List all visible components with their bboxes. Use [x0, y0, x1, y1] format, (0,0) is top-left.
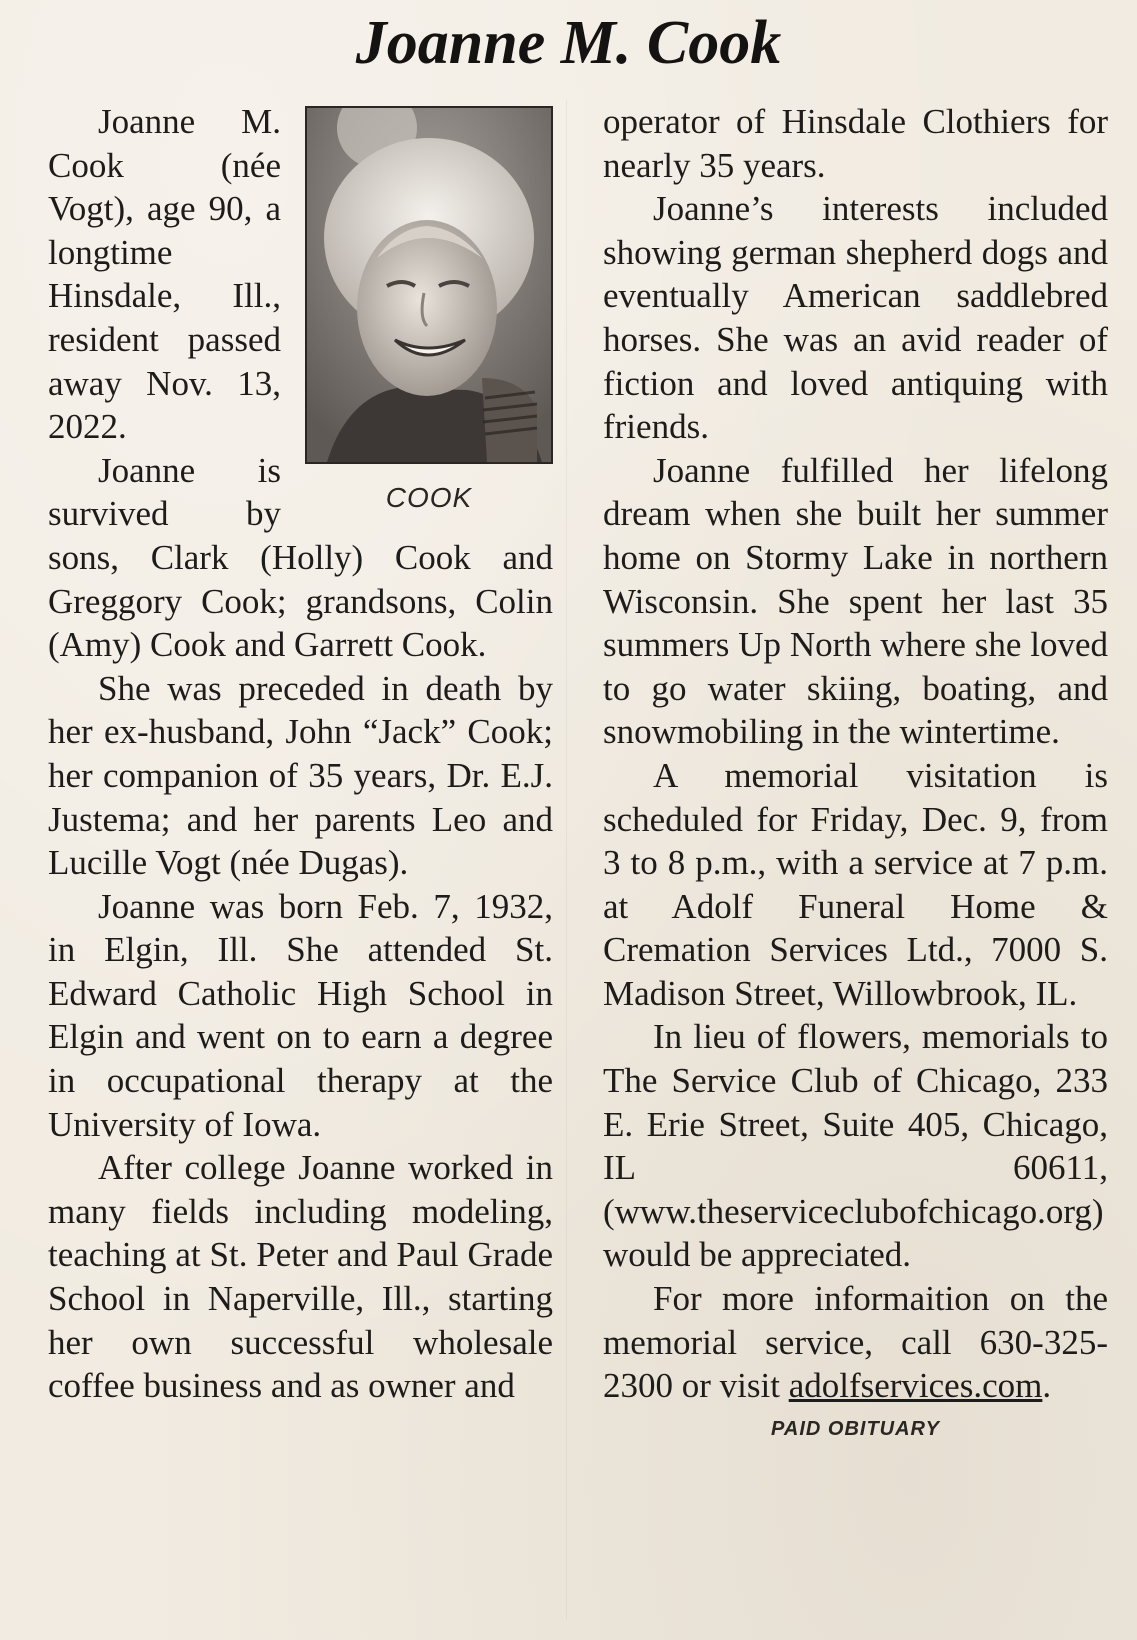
paragraph-memorials: In lieu of flowers, memorials to The Service Club of Chicago, 233 E. Erie Street, Suite 405, Chicago, IL 60611, (www.theserviceclubofchicago.org) would be appreciated.	[603, 1017, 1108, 1275]
more-info-end: .	[1042, 1366, 1052, 1406]
right-column	[603, 100, 1108, 1444]
paragraph-survivors: Joanne is survived by sons, Clark (Holly) Cook and Greggory Cook; grandsons, Colin (Amy) Cook and Garrett Cook.	[48, 450, 553, 665]
paragraph-preceded: She was preceded in death by her ex-husband, John “Jack” Cook; her companion of 35 years, Dr. E.J. Justema; and her parents Leo and Lucille Vogt (née Dugas).	[48, 668, 553, 883]
left-column	[48, 100, 553, 1408]
paragraph-career: After college Joanne worked in many fields including modeling, teaching at St. Peter and Paul Grade School in Naperville, Ill., starting her own successful wholesale coffee business and as owner and	[48, 1148, 553, 1406]
paragraph-career-cont: operator of Hinsdale Clothiers for nearly 35 years.	[603, 102, 1108, 185]
funeral-home-link[interactable]: adolfservices.com	[788, 1366, 1043, 1406]
portrait-image	[307, 108, 551, 462]
paragraph-intro: Joanne M. Cook (née Vogt), age 90, a longtime Hinsdale, Ill., resident passed away Nov. 13, 2022.	[48, 102, 281, 447]
photo-block	[305, 106, 553, 518]
more-info-text: For more informaition on the memorial service, call 630-325-2300 or visit	[603, 1279, 1108, 1406]
paragraph-interests: Joanne’s interests included showing german shepherd dogs and eventually American saddlebred horses. She was an avid reader of fiction and loved antiquing with friends.	[603, 189, 1108, 447]
paragraph-more-info	[603, 1277, 1108, 1408]
paragraph-summer-home: Joanne fulfilled her lifelong dream when she built her summer home on Stormy Lake in northern Wisconsin. She spent her last 35 summers Up North where she loved to go water skiing, boating, and snowmobiling in the wintertime.	[603, 450, 1108, 752]
paragraph-early-life: Joanne was born Feb. 7, 1932, in Elgin, Ill. She attended St. Edward Catholic High School in Elgin and went on to earn a degree in occupational therapy at the University of Iowa.	[48, 886, 553, 1144]
column-divider	[566, 100, 567, 1620]
photo-caption: COOK	[385, 482, 473, 513]
paid-obituary-label: PAID OBITUARY	[771, 1417, 940, 1440]
portrait-photo	[305, 106, 553, 464]
paragraph-visitation: A memorial visitation is scheduled for Friday, Dec. 9, from 3 to 8 p.m., with a service at 7 p.m. at Adolf Funeral Home & Cremation Services Ltd., 7000 S. Madison Street, Willowbrook, IL.	[603, 755, 1108, 1013]
obituary-title: Joanne M. Cook	[355, 9, 782, 77]
